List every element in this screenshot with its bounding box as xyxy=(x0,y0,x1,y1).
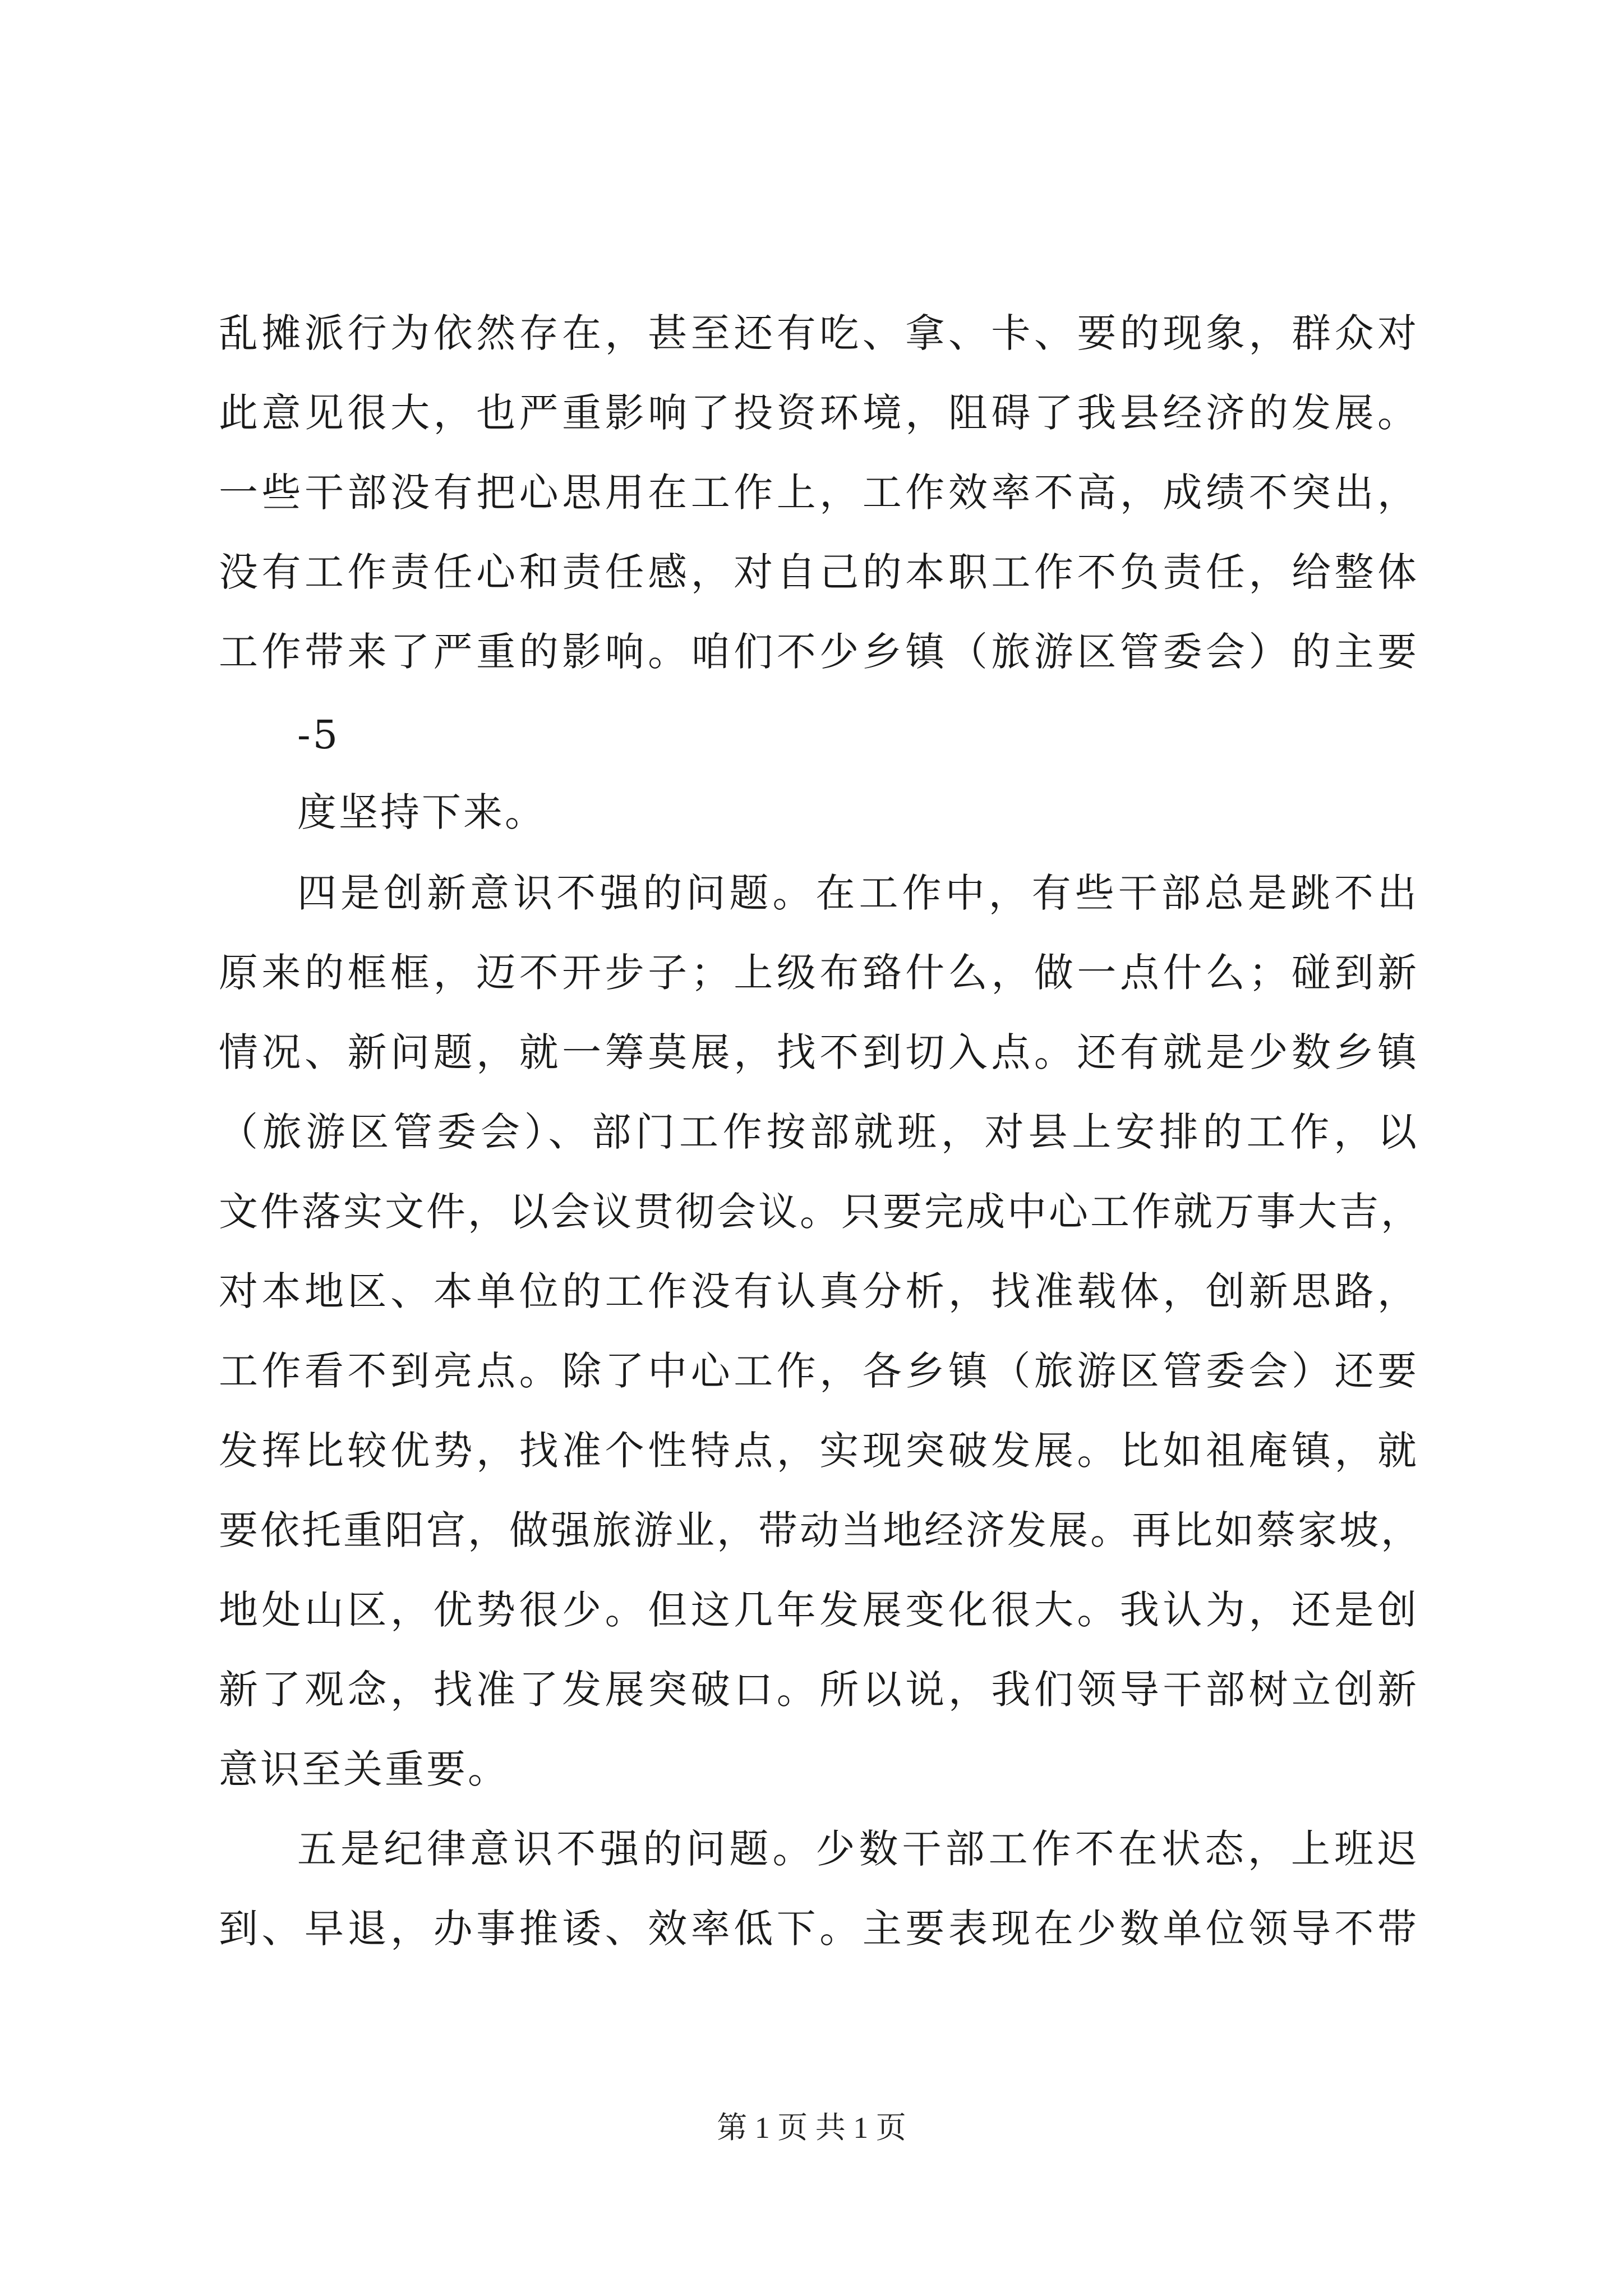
body-line-2: 此意见很大，也严重影响了投资环境，阻碍了我县经济的发展。 xyxy=(219,390,1419,436)
paragraph-4-line-2: 原来的框框，迈不开步子；上级布臵什么，做一点什么；碰到新 xyxy=(219,950,1419,996)
paragraph-4-line-12: 意识至关重要。 xyxy=(219,1746,509,1792)
paragraph-5-line-2: 到、早退，办事推诿、效率低下。主要表现在少数单位领导不带 xyxy=(219,1906,1419,1952)
body-line-3: 一些干部没有把心思用在工作上，工作效率不高，成绩不突出， xyxy=(219,470,1419,516)
paragraph-4-line-8: 发挥比较优势，找准个性特点，实现突破发展。比如祖庵镇，就 xyxy=(219,1428,1419,1474)
paragraph-4-line-1: 四是创新意识不强的问题。在工作中，有些干部总是跳不出 xyxy=(297,870,1419,916)
paragraph-4-line-4: （旅游区管委会）、部门工作按部就班，对县上安排的工作，以 xyxy=(219,1109,1419,1155)
paragraph-4-line-6: 对本地区、本单位的工作没有认真分析，找准载体，创新思路， xyxy=(219,1268,1419,1314)
body-line-7: 度坚持下来。 xyxy=(297,789,546,835)
paragraph-4-line-9: 要依托重阳宫，做强旅游业，带动当地经济发展。再比如蔡家坡， xyxy=(219,1507,1422,1553)
body-line-1: 乱摊派行为依然存在，甚至还有吃、拿、卡、要的现象，群众对 xyxy=(219,310,1419,356)
paragraph-4-line-3: 情况、新问题，就一筹莫展，找不到切入点。还有就是少数乡镇 xyxy=(219,1029,1419,1075)
body-line-5: 工作带来了严重的影响。咱们不少乡镇（旅游区管委会）的主要 xyxy=(219,629,1419,675)
paragraph-4-line-10: 地处山区，优势很少。但这几年发展变化很大。我认为，还是创 xyxy=(219,1587,1419,1633)
paragraph-4-line-7: 工作看不到亮点。除了中心工作，各乡镇（旅游区管委会）还要 xyxy=(219,1348,1419,1394)
body-line-4: 没有工作责任心和责任感，对自己的本职工作不负责任，给整体 xyxy=(219,549,1419,595)
paragraph-4-line-5: 文件落实文件，以会议贯彻会议。只要完成中心工作就万事大吉， xyxy=(219,1189,1422,1235)
page-break-marker: -5 xyxy=(297,712,340,758)
page-footer: 第 1 页 共 1 页 xyxy=(717,2111,906,2145)
paragraph-4-line-11: 新了观念，找准了发展突破口。所以说，我们领导干部树立创新 xyxy=(219,1667,1419,1713)
paragraph-5-line-1: 五是纪律意识不强的问题。少数干部工作不在状态，上班迟 xyxy=(297,1826,1419,1872)
